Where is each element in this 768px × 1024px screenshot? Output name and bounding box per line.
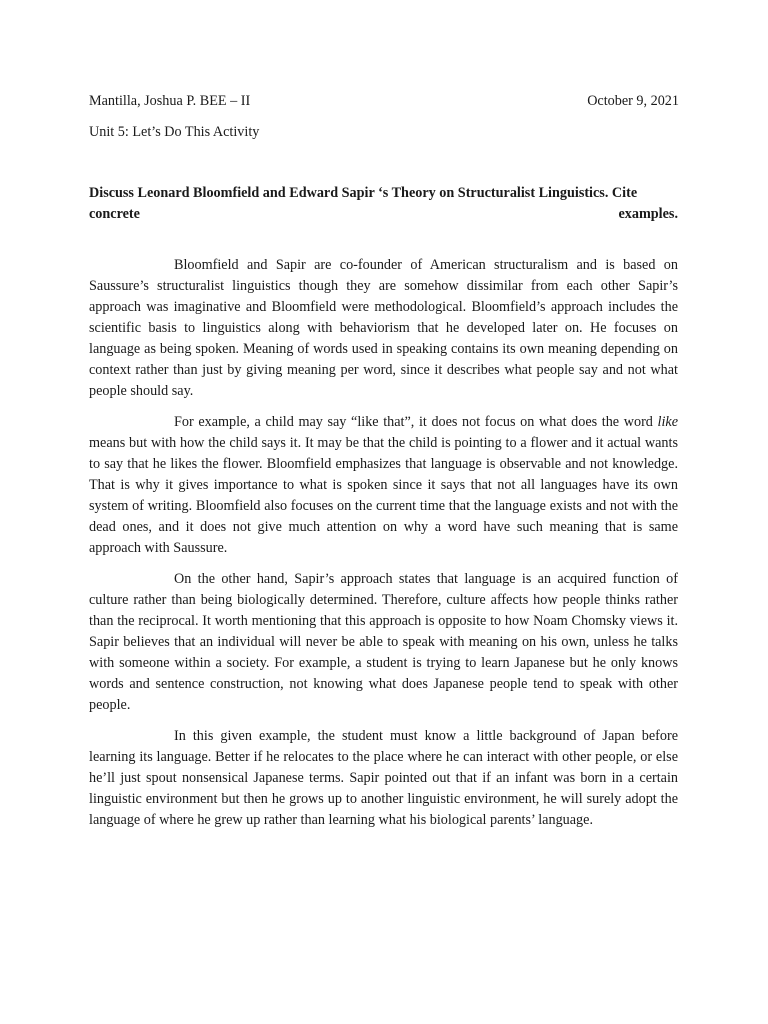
paragraph-4: In this given example, the student must know a little background of Japan before learning its language. Better if he relocates to the place where he can interact with other people, or else he’ll just spout nonsensical Japanese terms. Sapir pointed out that if an infant was born in a certain linguistic environment but then he grows up to another linguistic environment, he will surely adopt the language of where he grew up rather than learning what his biological parents’ language. [89, 728, 678, 828]
question-row-1 [89, 183, 678, 204]
document-header [89, 93, 679, 110]
question-heading [89, 183, 678, 225]
date-line: October 9, 2021 [587, 93, 679, 109]
paragraph-3: On the other hand, Sapir’s approach states that language is an acquired function of culture rather than being biologically determined. Therefore, culture affects how people thinks rather than the reciprocal. It worth mentioning that this approach is opposite to how Noam Chomsky views it. Sapir believes that an individual will never be able to speak with meaning on his own, unless he talks with someone within a society. For example, a student is trying to learn Japanese but he only knows words and sentence construction, not knowing what does Japanese people tend to speak with other people. [89, 571, 678, 713]
paragraph-2 [89, 412, 678, 559]
question-text-2: concrete [89, 206, 140, 222]
paragraph-1: Bloomfield and Sapir are co-founder of American structuralism and is based on Saussure’s structuralist linguistics though they are somehow dissimilar from each other Sapir’s approach was imaginative and Bloomfield were methodological. Bloomfield’s approach includes the scientific basis to linguistics along with behaviorism that he developed later on. He focuses on language as being spoken. Meaning of words used in speaking contains its own meaning depending on context rather than just by giving meaning per word, since it describes what people say and not what people should say. [89, 257, 678, 399]
italic-word-like: like [657, 414, 678, 430]
unit-line: Unit 5: Let’s Do This Activity [89, 124, 260, 140]
essay-body [89, 255, 678, 841]
question-text-1: Discuss Leonard Bloomfield and Edward Sapir ‘s Theory on Structuralist Linguistics. Cite [89, 185, 638, 201]
question-text-3: examples. [618, 206, 678, 222]
paragraph-2-text-b: means but with how the child says it. It may be that the child is pointing to a flower and it actual wants to say that he likes the flower. Bloomfield emphasizes that language is observable and not knowledge. That is why it gives importance to what is spoken since it says that not all languages have its own system of writing. Bloomfield also focuses on the current time that the language exists and not with the dead ones, and it does not give much attention on why a word have such meaning that is same approach with Saussure. [89, 435, 678, 556]
question-row-2 [89, 204, 678, 225]
paragraph-2-text-a: For example, a child may say “like that”, it does not focus on what does the word [174, 414, 658, 430]
author-line: Mantilla, Joshua P. BEE – II [89, 93, 251, 109]
